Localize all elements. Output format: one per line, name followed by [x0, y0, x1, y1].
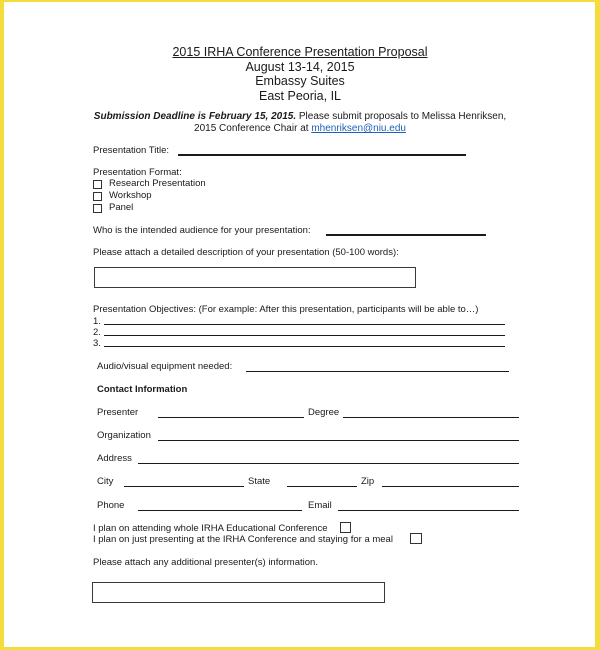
chair-email-link[interactable]: mhenriksen@niu.edu [311, 123, 406, 134]
objective-2-number: 2. [93, 327, 101, 338]
audience-label: Who is the intended audience for your presentation: [93, 225, 311, 236]
contact-heading: Contact Information [97, 384, 188, 395]
conference-venue: Embassy Suites [255, 74, 345, 88]
document-title: 2015 IRHA Conference Presentation Proposal [172, 45, 428, 59]
description-input[interactable] [94, 267, 416, 288]
state-field[interactable] [287, 486, 357, 487]
additional-presenters-input[interactable] [92, 582, 385, 603]
conference-dates: August 13-14, 2015 [245, 60, 355, 74]
city-field[interactable] [124, 486, 244, 487]
phone-label: Phone [97, 500, 125, 511]
research-presentation-label: Research Presentation [109, 178, 206, 189]
objective-2-field[interactable] [104, 335, 505, 336]
phone-field[interactable] [138, 510, 302, 511]
submission-line-1 [0, 111, 600, 122]
email-label: Email [308, 500, 332, 511]
presentation-title-label: Presentation Title: [93, 145, 170, 156]
objectives-label: Presentation Objectives: (For example: After this presentation, participants will be able to…) [93, 304, 479, 315]
degree-field[interactable] [343, 417, 519, 418]
objective-3-field[interactable] [104, 346, 505, 347]
degree-label: Degree [308, 407, 340, 418]
address-field[interactable] [138, 463, 519, 464]
audience-field[interactable] [326, 234, 486, 236]
city-label: City [97, 476, 114, 487]
presenter-field[interactable] [158, 417, 304, 418]
workshop-checkbox[interactable] [93, 192, 102, 201]
organization-field[interactable] [158, 440, 519, 441]
objective-1-number: 1. [93, 316, 101, 327]
presentation-title-field[interactable] [178, 154, 466, 156]
meal-checkbox[interactable] [410, 533, 422, 544]
av-field[interactable] [246, 371, 509, 372]
presenter-label: Presenter [97, 407, 139, 418]
conference-chair: 2015 Conference Chair at [194, 123, 312, 134]
research-presentation-checkbox[interactable] [93, 180, 102, 189]
organization-label: Organization [97, 430, 151, 441]
submission-instruction: Please submit proposals to Melissa Henriksen, [296, 111, 507, 122]
attend-whole-label: I plan on attending whole IRHA Educational Conference [93, 523, 328, 534]
zip-label: Zip [361, 476, 375, 487]
additional-presenters-label: Please attach any additional presenter(s) information. [93, 557, 318, 568]
panel-label: Panel [109, 202, 134, 213]
email-field[interactable] [338, 510, 519, 511]
av-label: Audio/visual equipment needed: [97, 361, 233, 372]
objective-3-number: 3. [93, 338, 101, 349]
panel-checkbox[interactable] [93, 204, 102, 213]
description-label: Please attach a detailed description of your presentation (50-100 words): [93, 247, 399, 258]
document-title-row [0, 45, 600, 59]
format-label: Presentation Format: [93, 167, 182, 178]
workshop-label: Workshop [109, 190, 152, 201]
submission-deadline: Submission Deadline is February 15, 2015. [93, 111, 297, 122]
conference-city: East Peoria, IL [259, 89, 341, 103]
meal-label: I plan on just presenting at the IRHA Conference and staying for a meal [93, 534, 393, 545]
submission-line-2 [0, 123, 600, 134]
attend-whole-checkbox[interactable] [340, 522, 351, 533]
zip-field[interactable] [382, 486, 519, 487]
address-label: Address [97, 453, 132, 464]
objective-1-field[interactable] [104, 324, 505, 325]
state-label: State [248, 476, 271, 487]
